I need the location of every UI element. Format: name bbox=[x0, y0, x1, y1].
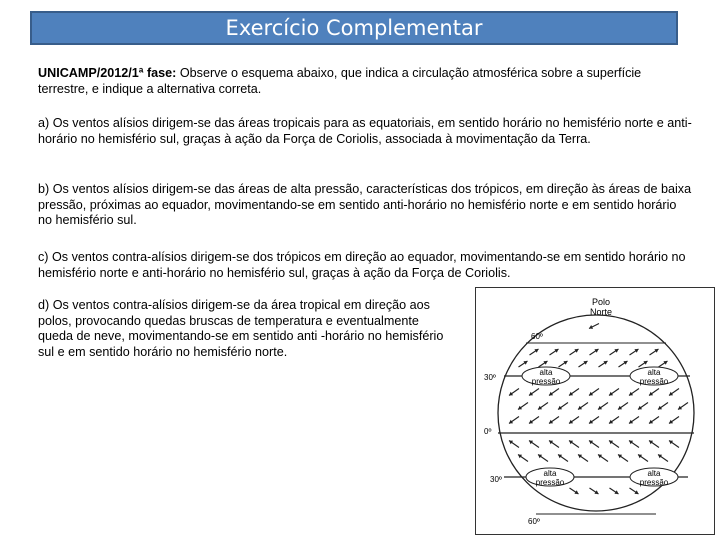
svg-text:pressão: pressão bbox=[531, 377, 561, 386]
high-pressure-north-left bbox=[522, 367, 570, 386]
trade-north-arrow bbox=[598, 403, 608, 410]
trade-south-arrow bbox=[609, 441, 619, 448]
svg-text:alta: alta bbox=[647, 469, 661, 478]
westerly-north-arrow bbox=[599, 361, 608, 367]
slide-title: Exercício Complementar bbox=[30, 11, 678, 45]
trade-north-arrow bbox=[669, 389, 679, 396]
trade-south-arrow bbox=[518, 455, 528, 462]
westerly-north-arrow bbox=[559, 361, 568, 367]
trade-south-arrow bbox=[649, 441, 659, 448]
lat-label-equator: 0º bbox=[484, 427, 492, 436]
trade-north-arrow bbox=[649, 417, 659, 424]
svg-text:alta: alta bbox=[543, 469, 557, 478]
trade-south-arrow bbox=[509, 441, 519, 448]
trade-north-arrow bbox=[569, 389, 579, 396]
trade-north-arrow bbox=[569, 417, 579, 424]
trade-north-arrow bbox=[609, 389, 619, 396]
trade-north-arrow bbox=[678, 403, 688, 410]
svg-text:alta: alta bbox=[539, 368, 553, 377]
trade-north-arrow bbox=[629, 389, 639, 396]
trade-north-arrow bbox=[509, 389, 519, 396]
option-c: c) Os ventos contra-alísios dirigem-se dos trópicos em direção ao equador, movimentando-se em sentido horário no hemisfério norte e anti-horário no hemisfério sul, graças à ação da Força de Coriolis. bbox=[38, 250, 686, 280]
high-pressure-south-left bbox=[526, 468, 574, 487]
trade-north-arrow bbox=[558, 403, 568, 410]
trade-north-arrow bbox=[549, 389, 559, 396]
trade-north-arrow bbox=[618, 403, 628, 410]
lat-label-30s: 30º bbox=[490, 475, 502, 484]
westerly-north-arrow bbox=[610, 349, 619, 355]
high-pressure-south-right bbox=[630, 468, 678, 487]
westerly-north-arrow bbox=[579, 361, 588, 367]
westerly-north-arrow bbox=[630, 349, 639, 355]
westerly-south-arrow bbox=[590, 488, 599, 494]
trade-north-arrow bbox=[529, 417, 539, 424]
trade-south-arrow bbox=[598, 455, 608, 462]
trade-south-arrow bbox=[578, 455, 588, 462]
circulation-diagram bbox=[475, 287, 715, 535]
pole-label-line2: Norte bbox=[589, 307, 613, 317]
option-b: b) Os ventos alísios dirigem-se das áreas de alta pressão, características dos trópicos, em direção às áreas de baixa pressão, próximas ao equador, movimentando-se em sentido anti-horário no hemisfério norte e em sentido horário no hemisfério sul. bbox=[38, 182, 692, 227]
trade-south-arrow bbox=[669, 441, 679, 448]
trade-north-arrow bbox=[578, 403, 588, 410]
trade-south-arrow bbox=[549, 441, 559, 448]
westerly-south-arrow bbox=[610, 488, 619, 494]
pole-label-line1: Polo bbox=[591, 297, 611, 307]
trade-south-arrow bbox=[529, 441, 539, 448]
trade-south-arrow bbox=[658, 455, 668, 462]
question-source: UNICAMP/2012/1ª fase: bbox=[38, 66, 177, 80]
option-d: d) Os ventos contra-alísios dirigem-se da área tropical em direção aos polos, provocando quedas bruscas de temperatura e eventualmente queda de neve, movimentando-se em sentido anti -horário no hemisfério sul e em sentido horário no hemisfério norte. bbox=[38, 298, 444, 359]
trade-north-arrow bbox=[589, 389, 599, 396]
high-pressure-north-right bbox=[630, 367, 678, 386]
svg-text:pressão: pressão bbox=[639, 377, 669, 386]
trade-south-arrow bbox=[638, 455, 648, 462]
trade-south-arrow bbox=[589, 441, 599, 448]
trade-north-arrow bbox=[549, 417, 559, 424]
westerly-north-arrow bbox=[519, 361, 528, 367]
trade-north-arrow bbox=[589, 417, 599, 424]
westerly-north-arrow bbox=[539, 361, 548, 367]
trade-north-arrow bbox=[509, 417, 519, 424]
lat-label-30n: 30º bbox=[484, 373, 496, 382]
westerly-north-arrow bbox=[590, 349, 599, 355]
trade-north-arrow bbox=[529, 389, 539, 396]
westerly-north-arrow bbox=[619, 361, 628, 367]
westerly-north-arrow bbox=[650, 349, 659, 355]
question-text bbox=[38, 66, 693, 97]
trade-south-arrow bbox=[618, 455, 628, 462]
svg-text:pressão: pressão bbox=[535, 478, 565, 487]
trade-north-arrow bbox=[629, 417, 639, 424]
westerly-south-arrow bbox=[570, 488, 579, 494]
polar-arrow bbox=[589, 324, 599, 329]
trade-south-arrow bbox=[558, 455, 568, 462]
westerly-north-arrow bbox=[659, 361, 668, 367]
westerly-south-arrow bbox=[630, 488, 639, 494]
westerly-north-arrow bbox=[550, 349, 559, 355]
trade-north-arrow bbox=[649, 389, 659, 396]
svg-text:alta: alta bbox=[647, 368, 661, 377]
question-prompt: Observe o esquema abaixo, que indica a circulação atmosférica sobre a superfície terrestre, e indique a alternativa correta. bbox=[38, 66, 642, 96]
option-a: a) Os ventos alísios dirigem-se das áreas tropicais para as equatoriais, em sentido horário no hemisfério norte e anti-horário no hemisfério sul, graças à ação da Força de Coriolis, associada à movimentação da Terra. bbox=[38, 116, 692, 146]
lat-label-60n: 60º bbox=[531, 332, 543, 341]
trade-north-arrow bbox=[609, 417, 619, 424]
lat-label-60s: 60º bbox=[528, 517, 540, 526]
trade-south-arrow bbox=[538, 455, 548, 462]
globe-svg bbox=[476, 288, 713, 533]
westerly-north-arrow bbox=[639, 361, 648, 367]
trade-north-arrow bbox=[658, 403, 668, 410]
trade-north-arrow bbox=[638, 403, 648, 410]
trade-north-arrow bbox=[538, 403, 548, 410]
svg-text:pressão: pressão bbox=[639, 478, 669, 487]
trade-south-arrow bbox=[569, 441, 579, 448]
westerly-north-arrow bbox=[570, 349, 579, 355]
trade-south-arrow bbox=[629, 441, 639, 448]
trade-north-arrow bbox=[669, 417, 679, 424]
westerly-north-arrow bbox=[530, 349, 539, 355]
trade-north-arrow bbox=[518, 403, 528, 410]
